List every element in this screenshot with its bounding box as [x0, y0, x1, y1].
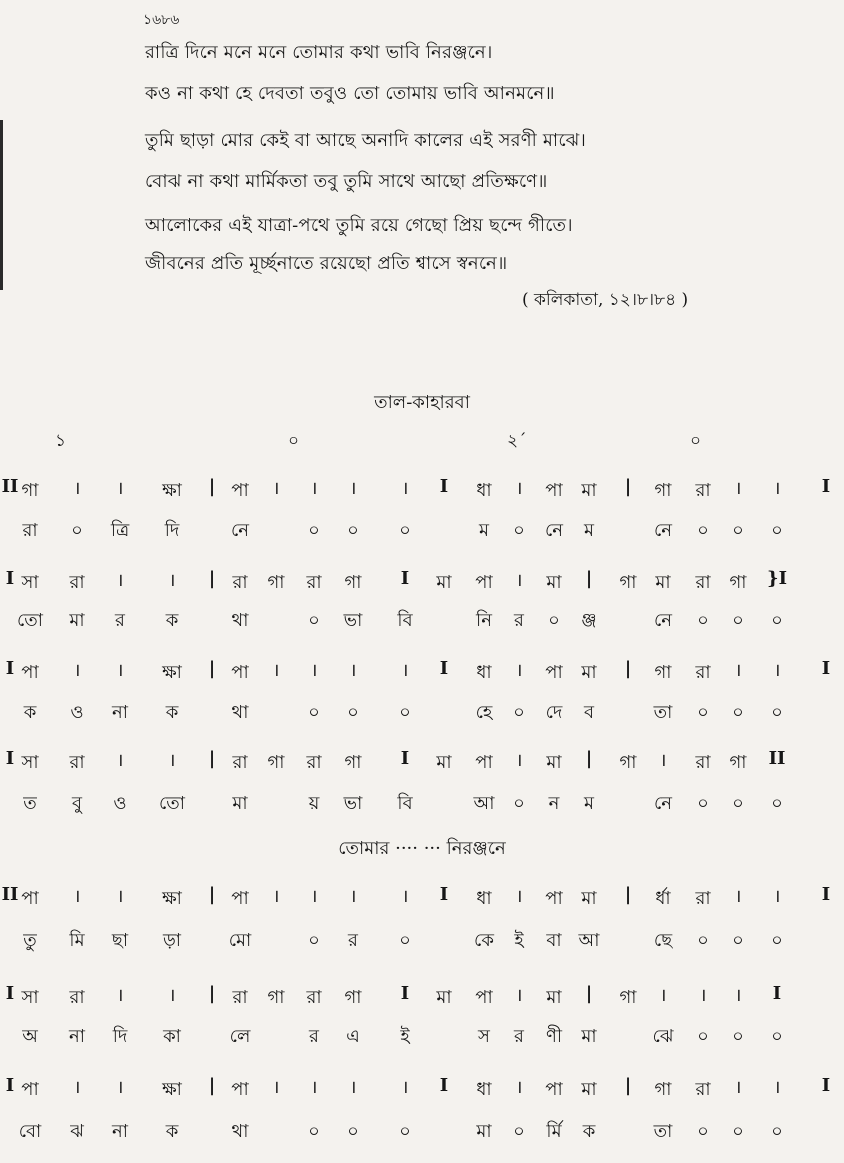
lyric-syllable: ত্রি — [110, 520, 130, 541]
place-date: ( কলিকাতা, ১২।৮।৮৪ ) — [522, 290, 689, 310]
lyric-syllable: ছা — [111, 930, 129, 951]
swara-cell: গা — [21, 480, 39, 501]
bar-line: I — [5, 983, 15, 1004]
bar-line: | — [624, 476, 632, 497]
swara-cell: । — [73, 886, 81, 907]
lyric-syllable: ০ — [697, 1026, 709, 1047]
lyric-syllable: না — [112, 702, 128, 723]
swara-cell: পা — [475, 987, 493, 1008]
lyric-syllable: ০ — [732, 610, 744, 631]
swara-cell: । — [515, 478, 523, 499]
lyric-syllable: বো — [18, 1121, 42, 1142]
swara-cell: । — [401, 1077, 409, 1098]
swara-cell: গা — [344, 572, 362, 593]
lyric-syllable: ০ — [399, 702, 411, 723]
swara-cell: রা — [232, 752, 248, 773]
bar-line: | — [624, 1075, 632, 1096]
notation-swara-row — [0, 1075, 844, 1103]
lyric-syllable: তা — [653, 702, 673, 723]
lyric-syllable: র — [514, 610, 524, 631]
lyric-syllable: ক — [23, 702, 37, 723]
lyric-syllable: স — [478, 1026, 490, 1047]
swara-cell: গা — [729, 572, 747, 593]
page-edge — [0, 120, 3, 290]
lyric-syllable: নে — [653, 610, 673, 631]
swara-cell: । — [515, 570, 523, 591]
swara-cell: পা — [21, 662, 39, 683]
lyric-syllable: ক — [165, 610, 179, 631]
lyric-syllable: না — [112, 1121, 128, 1142]
swara-cell: গা — [619, 572, 637, 593]
bar-line: I — [400, 983, 410, 1004]
swara-cell: রা — [695, 1079, 711, 1100]
lyric-syllable: ০ — [732, 793, 744, 814]
lyric-syllable: ০ — [347, 702, 359, 723]
lyric-syllable: তু — [23, 930, 37, 951]
notation-lyric-row — [0, 606, 844, 634]
swara-cell: পা — [545, 1079, 563, 1100]
lyric-syllable: এ — [346, 1026, 360, 1047]
swara-cell: গা — [619, 987, 637, 1008]
swara-cell: । — [515, 750, 523, 771]
bar-line: I — [821, 658, 831, 679]
swara-cell: । — [515, 886, 523, 907]
verse-line-5: আলোকের এই যাত্রা-পথে তুমি রয়ে গেছো প্রিয় ছন্দে গীতে। — [145, 215, 573, 236]
bar-line: I — [439, 1075, 449, 1096]
bar-line: I — [772, 983, 782, 1004]
lyric-syllable: দি — [164, 520, 180, 541]
notation-lyric-row — [0, 1117, 844, 1145]
swara-cell: পা — [545, 888, 563, 909]
swara-cell: । — [773, 660, 781, 681]
lyric-syllable: ০ — [697, 520, 709, 541]
lyric-syllable: তো — [16, 610, 44, 631]
notation-swara-row — [0, 983, 844, 1011]
swara-cell: রা — [69, 752, 85, 773]
swara-cell: মা — [546, 572, 562, 593]
swara-cell: ধা — [476, 1079, 492, 1100]
bar-line: I — [439, 658, 449, 679]
lyric-syllable: ০ — [697, 702, 709, 723]
bar-line: | — [585, 568, 593, 589]
lyric-syllable: য় — [308, 793, 320, 814]
lyric-syllable: অ — [22, 1026, 38, 1047]
lyric-syllable: ০ — [771, 520, 783, 541]
lyric-syllable: মা — [581, 1026, 597, 1047]
swara-cell: । — [310, 660, 318, 681]
swara-cell: মা — [436, 987, 452, 1008]
swara-cell: গা — [654, 662, 672, 683]
swara-cell: রা — [306, 752, 322, 773]
bar-line: II — [1, 476, 19, 497]
lyric-syllable: থা — [231, 1121, 249, 1142]
bar-line: | — [208, 568, 216, 589]
swara-cell: রা — [695, 572, 711, 593]
swara-cell: । — [699, 985, 707, 1006]
swara-cell: পা — [231, 480, 249, 501]
lyric-syllable: র — [514, 1026, 524, 1047]
notation-swara-row — [0, 476, 844, 504]
swara-cell: । — [734, 1077, 742, 1098]
swara-cell: । — [116, 750, 124, 771]
swara-cell: গা — [654, 1079, 672, 1100]
lyric-syllable: ০ — [399, 930, 411, 951]
bar-line: I — [5, 568, 15, 589]
lyric-syllable: ক — [165, 702, 179, 723]
swara-cell: । — [773, 886, 781, 907]
lyric-syllable: ঝ — [70, 1121, 84, 1142]
swara-cell: । — [734, 478, 742, 499]
lyric-syllable: ০ — [71, 520, 83, 541]
swara-cell: মা — [581, 1079, 597, 1100]
swara-cell: । — [310, 886, 318, 907]
lyric-syllable: ঝে — [652, 1026, 674, 1047]
lyric-syllable: ০ — [771, 610, 783, 631]
notation-swara-row — [0, 568, 844, 596]
lyric-syllable: কা — [163, 1026, 181, 1047]
lyric-syllable: ০ — [732, 702, 744, 723]
swara-cell: পা — [545, 662, 563, 683]
bar-line: I — [400, 568, 410, 589]
lyric-syllable: থা — [231, 610, 249, 631]
beat-mark-2: ০ — [288, 431, 300, 451]
swara-cell: । — [515, 1077, 523, 1098]
swara-cell: । — [272, 660, 280, 681]
swara-cell: সা — [21, 752, 39, 773]
lyric-syllable: ন — [548, 793, 560, 814]
lyric-syllable: ০ — [732, 930, 744, 951]
swara-cell: । — [734, 985, 742, 1006]
lyric-syllable: নে — [653, 793, 673, 814]
bar-line: I — [821, 884, 831, 905]
swara-cell: পা — [231, 662, 249, 683]
refrain-line: তোমার ···· ··· নিরঞ্জনে — [338, 838, 506, 859]
lyric-syllable: ০ — [697, 1121, 709, 1142]
swara-cell: পা — [21, 1079, 39, 1100]
swara-cell: । — [272, 886, 280, 907]
lyric-syllable: ভা — [343, 793, 363, 814]
swara-cell: পা — [21, 888, 39, 909]
swara-cell: । — [515, 660, 523, 681]
lyric-syllable: ০ — [308, 702, 320, 723]
lyric-syllable: ০ — [399, 1121, 411, 1142]
swara-cell: মা — [436, 752, 452, 773]
swara-cell: । — [401, 886, 409, 907]
lyric-syllable: র — [115, 610, 125, 631]
lyric-syllable: দে — [545, 702, 563, 723]
lyric-syllable: আ — [578, 930, 600, 951]
lyric-syllable: ০ — [347, 520, 359, 541]
lyric-syllable: মি — [69, 930, 85, 951]
lyric-syllable: নে — [653, 520, 673, 541]
lyric-syllable: মো — [228, 930, 252, 951]
swara-cell: মা — [581, 480, 597, 501]
bar-line: | — [208, 983, 216, 1004]
lyric-syllable: নে — [544, 520, 564, 541]
lyric-syllable: ০ — [513, 702, 525, 723]
lyric-syllable: ও — [70, 702, 84, 723]
swara-cell: । — [168, 750, 176, 771]
lyric-syllable: ০ — [697, 793, 709, 814]
swara-cell: । — [116, 886, 124, 907]
lyric-syllable: ০ — [308, 520, 320, 541]
verse-line-4: বোঝ না কথা মার্মিকতা তবু তুমি সাথে আছো প্রতিক্ষণে॥ — [145, 171, 548, 192]
swara-cell: । — [515, 985, 523, 1006]
swara-cell: পা — [231, 888, 249, 909]
lyric-syllable: র্মি — [546, 1121, 562, 1142]
swara-cell: গা — [344, 987, 362, 1008]
notation-lyric-row — [0, 516, 844, 544]
lyric-syllable: ০ — [308, 610, 320, 631]
swara-cell: । — [73, 478, 81, 499]
lyric-syllable: র — [348, 930, 358, 951]
bar-line: I — [5, 748, 15, 769]
lyric-syllable: ০ — [399, 520, 411, 541]
lyric-syllable: ০ — [513, 793, 525, 814]
bar-line: | — [208, 748, 216, 769]
bar-line: | — [585, 748, 593, 769]
swara-cell: পা — [231, 1079, 249, 1100]
swara-cell: রা — [695, 480, 711, 501]
swara-cell: । — [168, 570, 176, 591]
swara-cell: । — [310, 1077, 318, 1098]
lyric-syllable: বি — [397, 610, 413, 631]
lyric-syllable: ক — [582, 1121, 596, 1142]
swara-cell: রা — [69, 987, 85, 1008]
lyric-syllable: ও — [113, 793, 127, 814]
lyric-syllable: ০ — [697, 930, 709, 951]
swara-cell: সা — [21, 572, 39, 593]
song-number: ১৬৮৬ — [143, 12, 180, 28]
swara-cell: । — [168, 985, 176, 1006]
swara-cell: । — [659, 750, 667, 771]
notation-swara-row — [0, 748, 844, 776]
swara-cell: । — [73, 660, 81, 681]
lyric-syllable: ০ — [771, 793, 783, 814]
verse-line-1: রাত্রি দিনে মনে মনে তোমার কথা ভাবি নিরঞ্জনে। — [145, 42, 493, 63]
lyric-syllable: তো — [158, 793, 186, 814]
bar-line: }I — [767, 568, 787, 589]
swara-cell: রা — [232, 572, 248, 593]
bar-line: I — [821, 476, 831, 497]
swara-cell: । — [401, 478, 409, 499]
lyric-syllable: না — [69, 1026, 85, 1047]
lyric-syllable: ০ — [771, 1121, 783, 1142]
lyric-syllable: হে — [475, 702, 493, 723]
swara-cell: । — [116, 478, 124, 499]
lyric-syllable: কে — [474, 930, 494, 951]
swara-cell: গা — [729, 752, 747, 773]
swara-cell: রা — [306, 987, 322, 1008]
bar-line: | — [624, 884, 632, 905]
lyric-syllable: ম — [584, 793, 594, 814]
swara-cell: গা — [267, 572, 285, 593]
swara-cell: । — [734, 886, 742, 907]
verse-line-3: তুমি ছাড়া মোর কেই বা আছে অনাদি কালের এই সরণী মাঝে। — [145, 130, 587, 151]
swara-cell: । — [116, 660, 124, 681]
beat-mark-1: ১ — [55, 431, 67, 451]
bar-line: II — [1, 884, 19, 905]
lyric-syllable: ০ — [771, 1026, 783, 1047]
swara-cell: ক্ষা — [162, 888, 182, 909]
swara-cell: । — [116, 570, 124, 591]
lyric-syllable: তা — [653, 1121, 673, 1142]
notation-lyric-row — [0, 926, 844, 954]
swara-cell: । — [401, 660, 409, 681]
lyric-syllable: ০ — [513, 520, 525, 541]
lyric-syllable: ই — [400, 1026, 410, 1047]
swara-cell: । — [349, 660, 357, 681]
bar-line: I — [439, 884, 449, 905]
lyric-syllable: দি — [112, 1026, 128, 1047]
notation-lyric-row — [0, 789, 844, 817]
bar-line: I — [5, 658, 15, 679]
swara-cell: মা — [546, 752, 562, 773]
lyric-syllable: ০ — [308, 1121, 320, 1142]
swara-cell: । — [734, 660, 742, 681]
bar-line: I — [439, 476, 449, 497]
lyric-syllable: ম — [479, 520, 489, 541]
bar-line: | — [208, 658, 216, 679]
lyric-syllable: বু — [71, 793, 83, 814]
notation-lyric-row — [0, 698, 844, 726]
lyric-syllable: ০ — [771, 702, 783, 723]
swara-cell: মা — [546, 987, 562, 1008]
lyric-syllable: মা — [232, 793, 248, 814]
notation-swara-row — [0, 658, 844, 686]
swara-cell: । — [349, 886, 357, 907]
bar-line: I — [821, 1075, 831, 1096]
swara-cell: রা — [306, 572, 322, 593]
lyric-syllable: ০ — [732, 1026, 744, 1047]
bar-line: II — [768, 748, 786, 769]
swara-cell: । — [73, 1077, 81, 1098]
lyric-syllable: আ — [473, 793, 495, 814]
swara-cell: পা — [475, 752, 493, 773]
swara-cell: গা — [267, 987, 285, 1008]
lyric-syllable: র — [309, 1026, 319, 1047]
bar-line: I — [400, 748, 410, 769]
swara-cell: রা — [695, 662, 711, 683]
swara-cell: ক্ষা — [162, 1079, 182, 1100]
lyric-syllable: মা — [69, 610, 85, 631]
swara-cell: পা — [475, 572, 493, 593]
lyric-syllable: ক — [165, 1121, 179, 1142]
swara-cell: ক্ষা — [162, 480, 182, 501]
swara-cell: রা — [695, 888, 711, 909]
lyric-syllable: ০ — [347, 1121, 359, 1142]
lyric-syllable: ত — [23, 793, 37, 814]
lyric-syllable: বা — [546, 930, 562, 951]
swara-cell: পা — [545, 480, 563, 501]
lyric-syllable: ড়া — [162, 930, 182, 951]
lyric-syllable: ০ — [513, 1121, 525, 1142]
taal-heading: তাল-কাহারবা — [374, 392, 470, 413]
beat-mark-3: ২´ — [507, 431, 527, 451]
lyric-syllable: ০ — [732, 1121, 744, 1142]
swara-cell: ধা — [476, 888, 492, 909]
swara-cell: মা — [581, 888, 597, 909]
verse-line-2: কও না কথা হে দেবতা তবুও তো তোমায় ভাবি আনমনে॥ — [145, 83, 555, 104]
bar-line: | — [624, 658, 632, 679]
swara-cell: রা — [232, 987, 248, 1008]
lyric-syllable: ০ — [771, 930, 783, 951]
swara-cell: । — [272, 478, 280, 499]
swara-cell: মা — [655, 572, 671, 593]
bar-line: | — [208, 884, 216, 905]
swara-cell: ধা — [476, 480, 492, 501]
lyric-syllable: বি — [397, 793, 413, 814]
lyric-syllable: নে — [230, 520, 250, 541]
lyric-syllable: রা — [22, 520, 38, 541]
bar-line: I — [5, 1075, 15, 1096]
lyric-syllable: ব — [583, 702, 595, 723]
lyric-syllable: নি — [476, 610, 492, 631]
swara-cell: ধা — [476, 662, 492, 683]
lyric-syllable: ভা — [343, 610, 363, 631]
verse-line-6: জীবনের প্রতি মূর্চ্ছনাতে রয়েছো প্রতি শ্বাসে স্বননে॥ — [145, 253, 508, 274]
swara-cell: রা — [695, 752, 711, 773]
swara-cell: মা — [581, 662, 597, 683]
lyric-syllable: ০ — [308, 930, 320, 951]
swara-cell: গা — [344, 752, 362, 773]
swara-cell: ক্ষা — [162, 662, 182, 683]
lyric-syllable: ম — [584, 520, 594, 541]
notation-swara-row — [0, 884, 844, 912]
swara-cell: । — [116, 985, 124, 1006]
lyric-syllable: ঞ্জ — [581, 610, 597, 631]
swara-cell: । — [773, 478, 781, 499]
swara-cell: গা — [267, 752, 285, 773]
swara-cell: । — [116, 1077, 124, 1098]
lyric-syllable: ০ — [548, 610, 560, 631]
swara-cell: গা — [654, 480, 672, 501]
lyric-syllable: ণী — [545, 1026, 563, 1047]
swara-cell: মা — [436, 572, 452, 593]
lyric-syllable: থা — [231, 702, 249, 723]
swara-cell: । — [659, 985, 667, 1006]
swara-cell: । — [272, 1077, 280, 1098]
swara-cell: । — [349, 1077, 357, 1098]
lyric-syllable: লে — [229, 1026, 251, 1047]
lyric-syllable: ০ — [697, 610, 709, 631]
swara-cell: গা — [619, 752, 637, 773]
swara-cell: । — [349, 478, 357, 499]
notation-lyric-row — [0, 1022, 844, 1050]
swara-cell: সা — [21, 987, 39, 1008]
lyric-syllable: ই — [514, 930, 524, 951]
swara-cell: । — [310, 478, 318, 499]
bar-line: | — [208, 476, 216, 497]
swara-cell: র্ধা — [655, 888, 671, 909]
beat-mark-4: ০ — [690, 431, 702, 451]
lyric-syllable: ০ — [732, 520, 744, 541]
bar-line: | — [585, 983, 593, 1004]
swara-cell: । — [773, 1077, 781, 1098]
lyric-syllable: ছে — [653, 930, 673, 951]
bar-line: | — [208, 1075, 216, 1096]
lyric-syllable: মা — [476, 1121, 492, 1142]
swara-cell: রা — [69, 572, 85, 593]
